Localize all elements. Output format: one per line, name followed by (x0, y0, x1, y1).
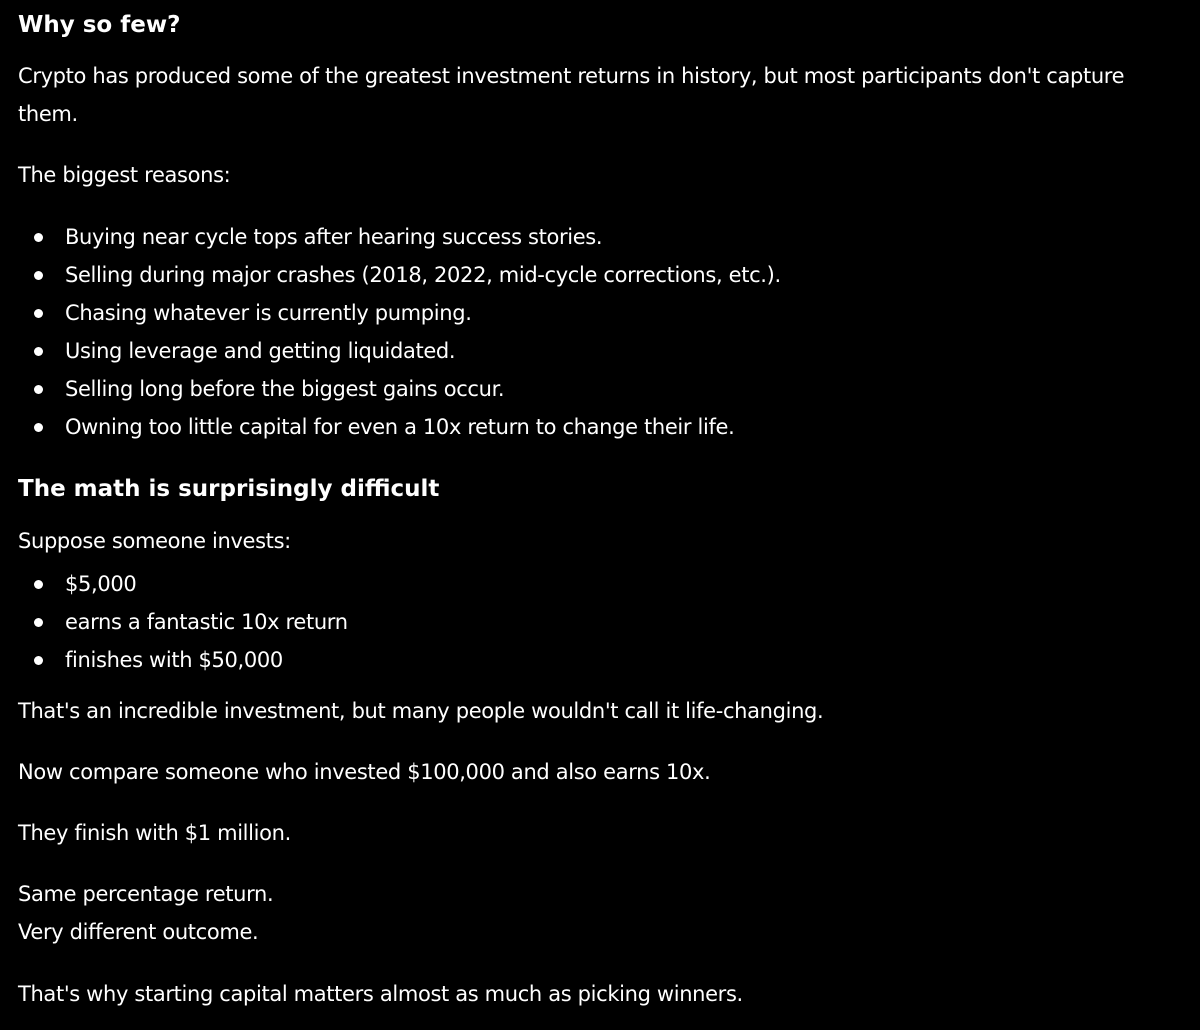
suppose-paragraph: Suppose someone invests: (18, 529, 291, 553)
section-heading-math: The math is surprisingly difficult (18, 476, 440, 502)
list-item: Buying near cycle tops after hearing success stories. (18, 218, 1170, 256)
compare-paragraph: Now compare someone who invested $100,000 and also earns 10x. (18, 760, 711, 784)
list-item: Selling long before the biggest gains occur. (18, 370, 1170, 408)
bullet-icon (34, 347, 43, 356)
bullet-icon (34, 580, 43, 589)
section-heading-why-so-few: Why so few? (18, 12, 181, 38)
intro-paragraph: Crypto has produced some of the greatest investment returns in history, but most participants don't capture them. (18, 64, 1125, 126)
different-outcome-line: Very different outcome. (18, 920, 259, 944)
bullet-icon (34, 233, 43, 242)
bullet-icon (34, 423, 43, 432)
list-item: Using leverage and getting liquidated. (18, 332, 1170, 370)
bullet-icon (34, 309, 43, 318)
conclusion-paragraph: That's why starting capital matters almost as much as picking winners. (18, 982, 743, 1006)
list-item: Owning too little capital for even a 10x return to change their life. (18, 408, 1170, 446)
reasons-list (18, 218, 1170, 446)
example-list (18, 565, 1170, 679)
finish-paragraph: They finish with $1 million. (18, 821, 291, 845)
bullet-icon (34, 618, 43, 627)
list-item: earns a fantastic 10x return (18, 603, 1170, 641)
bullet-icon (34, 656, 43, 665)
same-return-line: Same percentage return. (18, 882, 274, 906)
bullet-icon (34, 271, 43, 280)
list-item: Selling during major crashes (2018, 2022, mid-cycle corrections, etc.). (18, 256, 1170, 294)
list-item: finishes with $50,000 (18, 641, 1170, 679)
incredible-paragraph: That's an incredible investment, but many people wouldn't call it life-changing. (18, 699, 824, 723)
bullet-icon (34, 385, 43, 394)
reasons-label: The biggest reasons: (18, 163, 231, 187)
list-item: Chasing whatever is currently pumping. (18, 294, 1170, 332)
list-item: $5,000 (18, 565, 1170, 603)
